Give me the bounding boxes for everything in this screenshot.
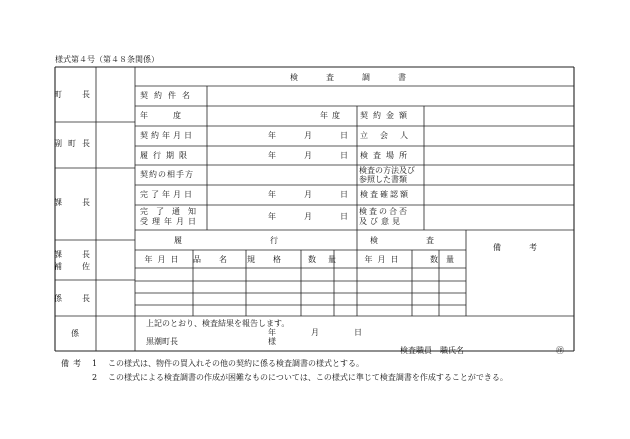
completion-month: 月 — [304, 190, 312, 199]
label-contract-amount: 契約金額 — [360, 111, 412, 120]
fiscal-year-suffix: 年度 — [320, 111, 344, 120]
note-2-number: 2 — [92, 373, 98, 382]
notice-year: 年 — [268, 212, 276, 221]
label-completion-notice-2: 受理年月日 — [140, 217, 200, 226]
report-statement: 上記のとおり、検査結果を報告します。 — [146, 319, 290, 328]
col-insp-qty: 数量 — [430, 255, 462, 264]
form-number: 様式第４号（第４８条関係） — [55, 55, 159, 64]
inspector-name-label: 検査職員 職氏名 — [400, 346, 464, 355]
approver-subsection-chief: 係 長 — [54, 294, 96, 303]
period-day: 日 — [340, 151, 348, 160]
label-performance-period: 履行期限 — [140, 151, 192, 160]
label-completion-date: 完了年月日 — [140, 190, 195, 199]
label-pass-fail-2: 及び意見 — [359, 217, 403, 226]
notes-label: 備考 — [61, 359, 85, 368]
approver-assistant-chief-1: 課 長 — [54, 250, 96, 259]
note-2-text: この様式による検査調書の作成が困難なものについては、この様式に準じて検査調書を作成することができる。 — [108, 373, 508, 382]
approver-town-mayor: 町 長 — [54, 90, 96, 99]
contract-date-day: 日 — [340, 131, 348, 140]
label-completion-notice-1: 完 了 通 知 — [140, 207, 196, 216]
header-remarks: 備 考 — [493, 243, 547, 252]
approver-staff: 係 — [71, 329, 79, 338]
contract-date-year: 年 — [268, 131, 276, 140]
col-perf-item: 品名 — [193, 255, 245, 264]
completion-year: 年 — [268, 190, 276, 199]
period-month: 月 — [304, 151, 312, 160]
approver-section-chief: 課 長 — [54, 198, 96, 207]
label-contract-date: 契約年月日 — [140, 131, 195, 140]
label-inspection-confirmed-amount: 検査確認額 — [360, 190, 410, 199]
header-inspection: 検 査 — [370, 236, 454, 245]
completion-day: 日 — [340, 190, 348, 199]
report-addressee: 黒潮町長 — [146, 337, 178, 346]
col-perf-qty: 数量 — [308, 255, 348, 264]
document-title: 検査調書 — [290, 73, 434, 82]
contract-date-month: 月 — [304, 131, 312, 140]
notice-day: 日 — [340, 212, 348, 221]
label-contract-name: 契約件名 — [140, 91, 196, 100]
col-insp-date: 年月日 — [364, 255, 404, 264]
report-date-day: 日 — [354, 328, 362, 337]
header-performance: 履 行 — [174, 236, 318, 245]
period-year: 年 — [268, 151, 276, 160]
col-perf-date: 年月日 — [144, 255, 184, 264]
label-pass-fail-1: 検査の合否 — [359, 207, 409, 216]
notice-month: 月 — [304, 212, 312, 221]
note-1-number: 1 — [92, 359, 98, 368]
seal-mark: ㊞ — [556, 346, 564, 355]
approver-assistant-chief-2: 補 佐 — [54, 262, 96, 271]
label-inspection-place: 検査場所 — [360, 151, 412, 160]
label-inspection-method-1: 検査の方法及び — [359, 166, 415, 175]
label-witness: 立 会 人 — [360, 131, 410, 140]
col-perf-spec: 規格 — [247, 255, 299, 264]
label-inspection-method-2: 参照した書類 — [359, 175, 407, 184]
label-counterparty: 契約の相手方 — [140, 170, 194, 179]
report-date-month: 月 — [311, 328, 319, 337]
label-fiscal-year: 年 度 — [140, 111, 184, 120]
approver-deputy-mayor: 副町長 — [54, 139, 96, 148]
report-honorific: 様 — [268, 337, 276, 346]
report-date-year: 年 — [268, 328, 276, 337]
note-1-text: この様式は、物件の買入れその他の契約に係る検査調書の様式とする。 — [108, 359, 364, 368]
